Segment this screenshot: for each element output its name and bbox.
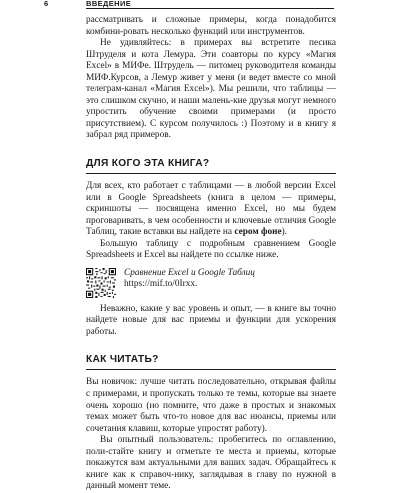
paragraph-mascots: Не удивляйтесь: в примерах вы встретите песика Штруделя и кота Лемура. Эти соавторы по курсу «Магия Excel» в МИФе. Штрудель — питомец руководителя команды МИФ.Курсов, а Лемур живет у меня (и ведет вместе со мной телеграм-канал «Магия Excel»). Мы решили, что таблицы — это слишком скучно, и наши малень-кие друзья могут немного упростить обучение своими примерами (и просто присутствием). С курсом получилось :) Поэтому и в книгу я забрал ряд примеров. <box>86 38 336 141</box>
page-number: 6 <box>44 0 49 8</box>
paragraph-continued: рассматривать и сложные примеры, когда понадобится комбини-ровать несколько функций или инструментов. <box>86 15 336 37</box>
audience-text-part1: Для всех, кто работает с таблицами — в любой версии Excel или в Google Spreadsheets (книга в целом — примеры, скриншоты — посвящена именно Excel, но мы будем проговаривать, в чем особенности и ключевые отличия Google Таблиц, такие вставки вы найдете на <box>86 181 336 238</box>
qr-link-url[interactable]: https://mif.to/0Irxx. <box>124 279 198 290</box>
running-head-title: ВВЕДЕНИЕ <box>86 0 132 8</box>
running-head <box>0 0 420 8</box>
qr-code-icon[interactable] <box>86 268 116 298</box>
audience-text-part2: ). <box>281 227 288 238</box>
paragraph-level: Неважно, какие у вас уровень и опыт, — в книге вы точно найдете новые для вас приемы и функции для ускорения работы. <box>86 303 336 337</box>
section-heading-audience <box>86 158 336 174</box>
paragraph-beginner: Вы новичок: лучше читать последовательно, открывая файлы с примерами, и пропускать только те темы, которые вы знаете очень хорошо (но помните, что даже в простых и знакомых темах может быть что-то новое для вас нюансы, приемы или сочетания клавиш, которые упростят работу). <box>86 377 336 434</box>
page-body <box>86 15 336 493</box>
paragraph-comparison: Большую таблицу с подробным сравнением Google Spreadsheets и Excel вы найдете по ссылке ниже. <box>86 238 336 261</box>
running-head-rule <box>86 8 334 9</box>
paragraph-audience <box>86 181 336 239</box>
gray-background-term: сером фоне <box>234 227 282 238</box>
qr-link-caption <box>124 268 255 291</box>
paragraph-experienced: Вы опытный пользователь: пробегитесь по оглавлению, поли-стайте книгу и отметьте те места и приемы, которые покажутся вам актуальными для ваших задач. Обращайтесь к книге как к справоч-нику, заглядывая в главу по нужной в данный момент теме. <box>86 435 336 492</box>
section-heading-how-to-read-text: КАК ЧИТАТЬ? <box>86 354 159 366</box>
section-heading-audience-text: ДЛЯ КОГО ЭТА КНИГА? <box>86 158 210 170</box>
section-heading-rule <box>86 369 336 370</box>
qr-link-title: Сравнение Excel и Google Таблиц <box>124 267 255 278</box>
section-heading-how-to-read <box>86 354 336 370</box>
qr-link-block <box>86 268 336 298</box>
section-heading-rule <box>86 173 336 174</box>
